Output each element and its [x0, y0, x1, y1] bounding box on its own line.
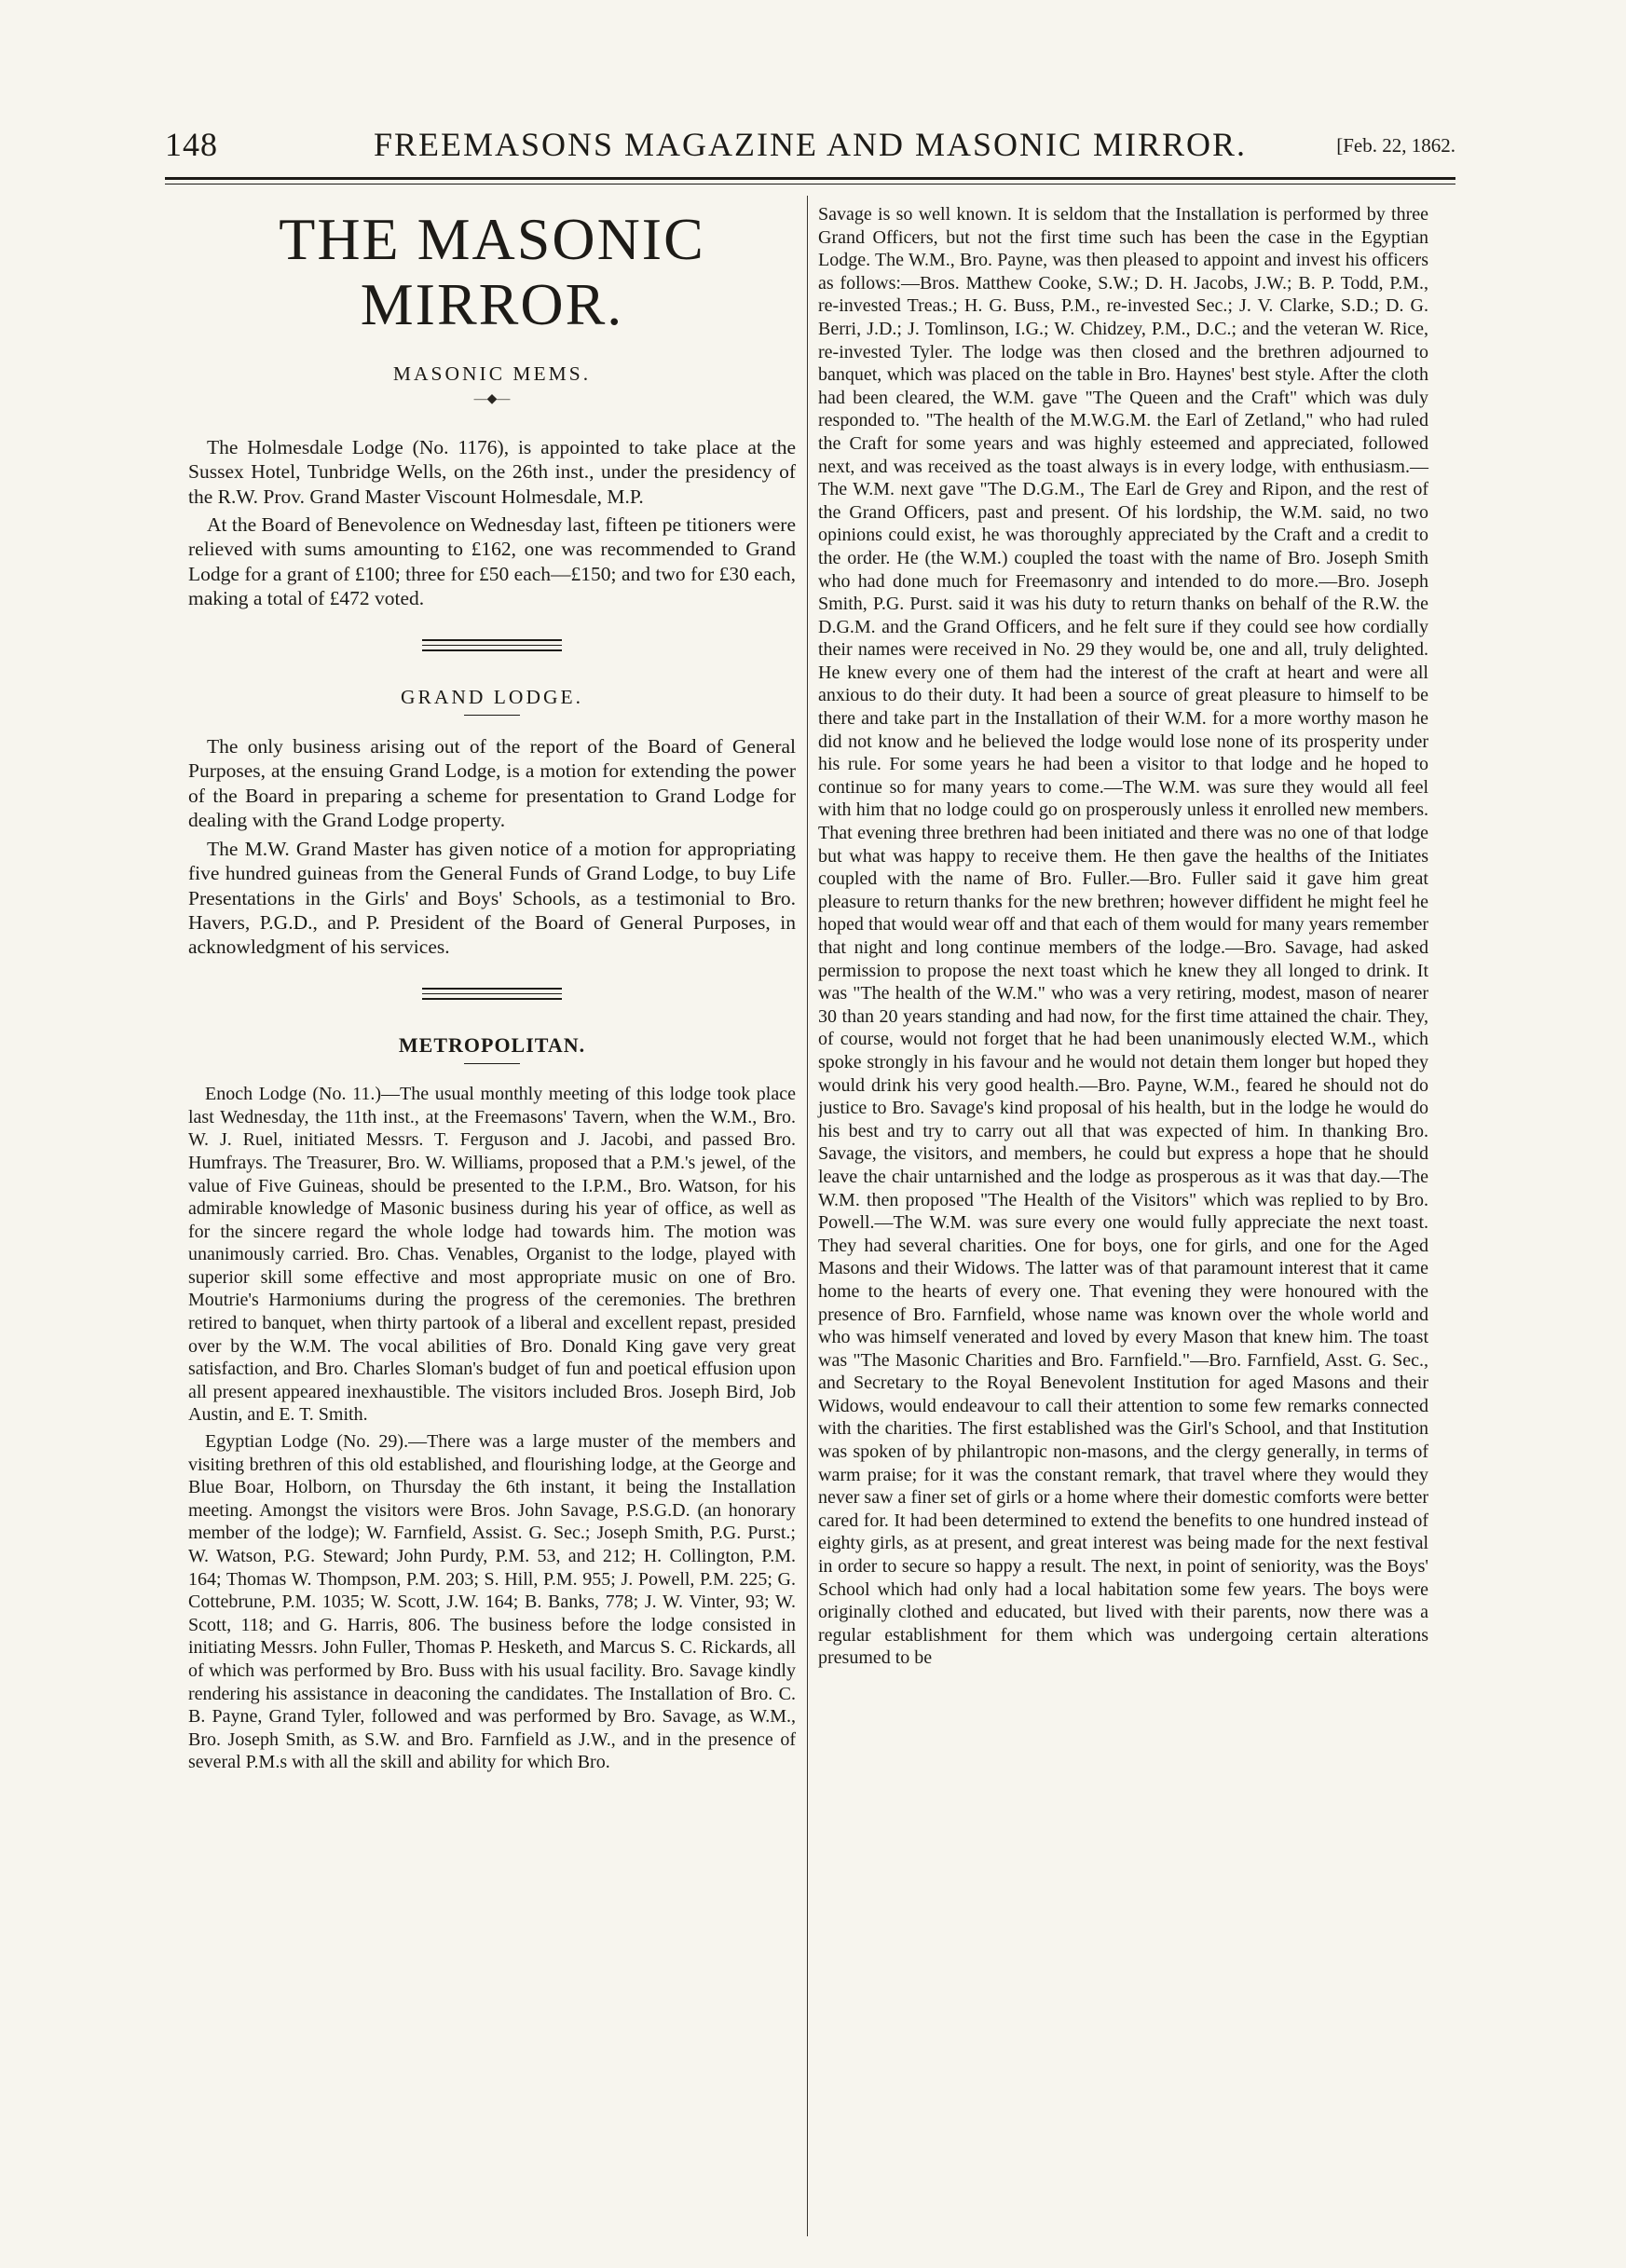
- title-rule: [464, 1063, 520, 1064]
- enoch-lodge-report: Enoch Lodge (No. 11.)—The usual monthly meeting of this lodge took place last Wednesday, the 11th inst., at the Freemasons' Tavern, when the W.M., Bro. W. J. Ruel, initiated Messrs. T. Ferguson and J. Jacobi, and passed Bro. Humfrays. The Treasurer, Bro. W. Williams, proposed that a P.M.'s jewel, of the value of Five Guineas, should be presented to the I.P.M., Bro. Watson, for his admirable knowledge of Masonic business during his year of office, as well as for the sincere regard the whole lodge had towards him. The motion was unanimously carried. Bro. Chas. Venables, Organist to the lodge, played with superior skill some effective and most appropriate music on one of Bro. Moutrie's Harmoniums during the progress of the ceremonies. The brethren retired to banquet, when thirty partook of a liberal and excellent repast, presided over by the W.M. The vocal abilities of Bro. Donald King gave very great satisfaction, and Bro. Charles Sloman's budget of fun and poetical effusion upon all present appeared inexhaustible. The visitors included Bros. Joseph Bird, Job Austin, and E. T. Smith.: [188, 1084, 796, 1426]
- mems-paragraph: At the Board of Benevolence on Wednesday last, fifteen pe titioners were relieved with sums amounting to £162, one was recommended to Grand Lodge for a grant of £100; three for £50 each—£150; and two for £30 each, making a total of £472 voted.: [188, 513, 796, 610]
- page-number: 148: [165, 126, 218, 163]
- section-divider: [422, 988, 562, 1000]
- grand-lodge-title: GRAND LODGE.: [400, 685, 584, 708]
- mems-paragraph: The Holmesdale Lodge (No. 1176), is appointed to take place at the Sussex Hotel, Tunbridge Wells, on the 26th inst., under the presidency of the R.W. Prov. Grand Master Viscount Holmesdale, M.P.: [188, 435, 796, 508]
- grand-lodge-paragraph: The M.W. Grand Master has given notice of a motion for appropriating five hundred guineas from the General Funds of Grand Lodge, to buy Life Presentations in the Girls' and Boys' Schools, as a testimonial to Bro. Havers, P.G.D., and P. President of the Board of General Purposes, in acknowledgment of his services.: [188, 837, 796, 959]
- section-masthead: THE MASONIC MIRROR.: [279, 206, 705, 337]
- header-rule-thick: [165, 177, 1455, 180]
- mems-title: MASONIC MEMS.: [392, 362, 592, 385]
- section-divider: [422, 639, 562, 651]
- issue-date: [Feb. 22, 1862.: [1336, 134, 1455, 157]
- magazine-title: FREEMASONS MAGAZINE AND MASONIC MIRROR.: [373, 126, 1248, 163]
- ornament-divider: —◆—: [473, 392, 511, 407]
- egyptian-lodge-report-continued: Savage is so well known. It is seldom that the Installation is performed by three Grand Officers, but not the first time such has been the case in the Egyptian Lodge. The W.M., Bro. Payne, was then pleased to appoint and invest his officers as follows:—Bros. Matthew Cooke, S.W.; D. H. Jacobs, J.W.; B. P. Todd, P.M., re-invested Treas.; H. G. Buss, P.M., re-invested Sec.; J. V. Clarke, S.D.; D. G. Berri, J.D.; J. Tomlinson, I.G.; W. Chidzey, P.M., D.C.; and the veteran W. Rice, re-invested Tyler. The lodge was then closed and the brethren adjourned to banquet, which was placed on the table in Bro. Haynes' best style. After the cloth had been cleared, the W.M. gave "The Queen and the Craft" which was duly responded to. "The health of the M.W.G.M. the Earl of Zetland," who had ruled the Craft for some years and was highly esteemed and appreciated, followed next, and was received as the toast always is in every lodge, with enthusiasm.—The W.M. next gave "The D.G.M., The Earl de Grey and Ripon, and the rest of the Grand Officers, past and present. Of his lordship, the W.M. said, no two opinions could exist, he was thoroughly appreciated by the Craft and a credit to the order. He (the W.M.) coupled the toast with the name of Bro. Joseph Smith who had done much for Freemasonry and intended to do more.—Bro. Joseph Smith, P.G. Purst. said it was his duty to return thanks on behalf of the R.W. the D.G.M. and the Grand Officers, and he felt sure if they could see how cordially their names were received in No. 29 they would be, one and all, truly delighted. He knew every one of them had the interest of the craft at heart and were all anxious to do their duty. It had been a source of great pleasure to himself to be there and take part in the Installation of their W.M. for a more worthy mason he did not know and he believed the lodge would lose none of its prosperity under his rule. For some years he had been a visitor to that lodge and he hoped to continue so for many years to come.—The W.M. was sure they would all feel with him that no lodge could go on prosperously unless it enrolled new members. That evening three brethren had been initiated and there was no one of that lodge but what was happy to receive them. He then gave the healths of the Initiates coupled with the name of Bro. Fuller.—Bro. Fuller said it gave him great pleasure to return thanks for the new brethren; however diffident he might feel he hoped that would wear off and that each of them would for many years remember that night and long continue members of the lodge.—Bro. Savage, had asked permission to propose the next toast which he knew they all longed to drink. It was "The health of the W.M." who was a very retiring, modest, mason of nearer 30 than 20 years standing and had now, for the first time attained the chair. They, of course, would not forget that he had been unanimously elected W.M., which spoke strongly in his favour and he would not detain them longer but hoped they would drink his very good health.—Bro. Payne, W.M., feared he should not do justice to Bro. Savage's kind proposal of his health, but in the lodge he would do his best and try to carry out all that was expected of him. In thanking Bro. Savage, the visitors, and members, he could but express a hope that he should leave the chair untarnished and the lodge as prosperous as it was that day.—The W.M. then proposed "The Health of the Visitors" which was replied to by Bro. Powell.—The W.M. was sure every one would fully appreciate the next toast. They had several charities. One for boys, one for girls, and one for the Aged Masons and their Widows. The latter was of that paramount interest that it came home to the hearts of every one. That evening they were honoured with the presence of Bro. Farnfield, whose name was known over the whole world and who was himself venerated and loved by every Mason that knew him. The toast was "The Masonic Charities and Bro. Farnfield."—Bro. Farnfield, Asst. G. Sec., and Secretary to the Royal Benevolent Institution for aged Masons and their Widows, would endeavour to call their attention to some few remarks connected with the charities. The first established was the Girl's School, and that Institution was spoken of by philantropic non-masons, and the clergy generally, in terms of warm praise; for it was the constant remark, that travel where they would they never saw a finer set of girls or a home where their domestic comforts were better cared for. It had been determined to extend the benefits to one hundred instead of eighty girls, as at present, and great interest was being made for the next festival in order to secure so happy a result. The next, in point of seniority, was the Boys' School which had only had a local habitation some few years. The boys were originally clothed and educated, but lived with their parents, now there was a regular establishment for them which was undergoing certain alterations presumed to be: [818, 204, 1428, 1669]
- column-divider: [807, 196, 808, 2236]
- page-header: [165, 125, 1455, 171]
- title-rule: [464, 715, 520, 716]
- metropolitan-title: METROPOLITAN.: [398, 1032, 586, 1057]
- right-column: [818, 203, 1428, 1670]
- grand-lodge-paragraph: The only business arising out of the report of the Board of General Purposes, at the ensuing Grand Lodge, is a motion for extending the power of the Board in preparing a scheme for presentation to Grand Lodge for dealing with the Grand Lodge property.: [188, 735, 796, 832]
- left-column: [188, 203, 796, 1778]
- egyptian-lodge-report: Egyptian Lodge (No. 29).—There was a large muster of the members and visiting brethren of this old established, and flourishing lodge, at the George and Blue Boar, Holborn, on Thursday the 6th instant, it being the Installation meeting. Amongst the visitors were Bros. John Savage, P.S.G.D. (an honorary member of the lodge); W. Farnfield, Assist. G. Sec.; Joseph Smith, P.G. Purst.; W. Watson, P.G. Steward; John Purdy, P.M. 53, and 212; H. Collington, P.M. 164; Thomas W. Thompson, P.M. 203; S. Hill, P.M. 955; J. Powell, P.M. 225; G. Cottebrune, P.M. 1035; W. Scott, J.W. 164; B. Banks, 778; J. W. Vinter, 93; W. Scott, 118; and G. Harris, 806. The business before the lodge consisted in initiating Messrs. John Fuller, Thomas P. Hesketh, and Marcus S. C. Rickards, all of which was performed by Bro. Buss with his usual facility. Bro. Savage kindly rendering his assistance in deaconing the candidates. The Installation of Bro. C. B. Payne, Grand Tyler, followed and was performed by Bro. Savage, as W.M., Bro. Joseph Smith, as S.W. and Bro. Farnfield as J.W., and in the presence of several P.M.s with all the skill and ability for which Bro.: [188, 1431, 796, 1773]
